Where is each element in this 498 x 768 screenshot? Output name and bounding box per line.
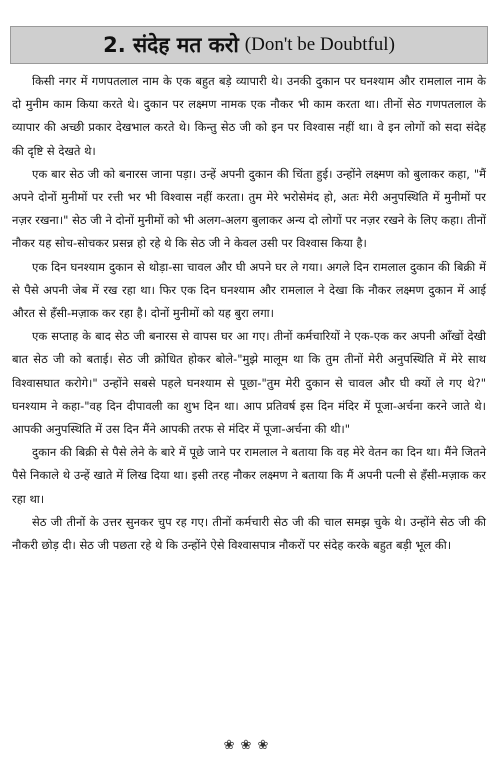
story-body	[12, 70, 486, 557]
paragraph-1: किसी नगर में गणपतलाल नाम के एक बहुत बड़े व्यापारी थे। उनकी दुकान पर घनश्याम और रामलाल नाम के दो मुनीम काम किया करते थे। दुकान पर लक्ष्मण नामक एक नौकर भी काम करता था। तीनों सेठ गणपतलाल के व्यापार की अच्छी प्रकार देखभाल करते थे। किन्तु सेठ जी को इन पर विश्वास नहीं था। वे इन लोगों को सदा संदेह की दृष्टि से देखते थे।	[12, 74, 486, 158]
title-banner	[10, 26, 488, 64]
paragraph-5: दुकान की बिक्री से पैसे लेने के बारे में पूछे जाने पर रामलाल ने बताया कि वह मेरे वेतन का दिन था। मैंने जितने पैसे निकाले थे उन्हें खाते में लिख दिया था। इसी तरह नौकर लक्ष्मण ने बताया कि मैं अपनी पत्नी से हँसी-मज़ाक कर रहा था।	[12, 445, 486, 506]
paragraph-4: एक सप्ताह के बाद सेठ जी बनारस से वापस घर आ गए। तीनों कर्मचारियों ने एक-एक कर अपनी आँखों देखी बात सेठ जी को बताई। सेठ जी क्रोधित होकर बोले-"मुझे मालूम था कि तुम तीनों मेरी अनुपस्थिति में मेरे साथ विश्वासघात करोगे।" उन्होंने सबसे पहले घनश्याम से पूछा-"तुम मेरी दुकान से चावल और घी क्यों ले गए थे?" घनश्याम ने कहा-"वह दिन दीपावली का शुभ दिन था। आप प्रतिवर्ष इस दिन मंदिर में पूजा-अर्चना करने जाते थे। आपकी अनुपस्थिति में उस दिन मैंने आपकी तरफ से मंदिर में पूजा-अर्चना की थी।"	[12, 329, 486, 437]
paragraph-3: एक दिन घनश्याम दुकान से थोड़ा-सा चावल और घी अपने घर ले गया। अगले दिन रामलाल दुकान की बिक्री में से पैसे अपनी जेब में रख रहा था। फिर एक दिन घनश्याम और रामलाल ने देखा कि नौकर लक्ष्मण दुकान में आई औरत से हँसी-मज़ाक कर रहा है। दोनों मुनीमों को यह बुरा लगा।	[12, 259, 486, 321]
paragraph-6: सेठ जी तीनों के उत्तर सुनकर चुप रह गए। तीनों कर्मचारी सेठ जी की चाल समझ चुके थे। उन्होंने सेठ जी की नौकरी छोड़ दी। सेठ जी पछता रहे थे कि उन्होंने ऐसे विश्वासपात्र नौकरों पर संदेह करके बहुत बड़ी भूल की।	[12, 514, 486, 553]
paragraph-2: एक बार सेठ जी को बनारस जाना पड़ा। उन्हें अपनी दुकान की चिंता हुई। उन्होंने लक्ष्मण को बुलाकर कहा, "मैं अपने दोनों मुनीमों पर रत्ती भर भी विश्वास नहीं करता। तुम मेरे भरोसेमंद हो, अतः मेरी अनुपस्थिति में मुनीमों पर नज़र रखना।" सेठ जी ने दोनों मुनीमों को भी अलग-अलग बुलाकर अन्य दो लोगों पर नज़र रखने के लिए कहा। तीनों नौकर यह सोच-सोचकर प्रसन्न हो रहे थे कि सेठ जी ने केवल उसी पर विश्वास किया है।	[12, 166, 486, 251]
title-hindi: 2. संदेह मत करो	[103, 33, 239, 57]
title-english: (Don't be Doubtful)	[244, 34, 395, 55]
flower-ornament-icon: ❀❀❀	[223, 738, 275, 753]
